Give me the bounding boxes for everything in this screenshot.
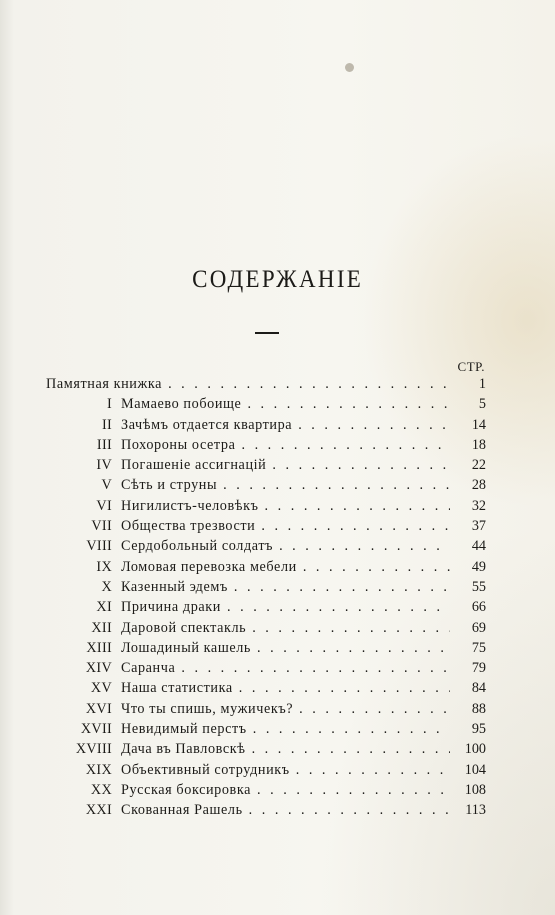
chapter-title: Невидимый перстъ: [121, 721, 247, 738]
chapter-numeral: II: [101, 416, 112, 433]
chapter-title: Похороны осетра: [121, 436, 236, 453]
dot-leader: [257, 782, 450, 799]
toc-entry: [46, 559, 486, 579]
chapter-numeral: VI: [96, 497, 112, 514]
toc-entry: [46, 701, 486, 721]
dot-leader: [257, 640, 450, 657]
page-number: 55: [471, 578, 486, 595]
page-number: 1: [478, 376, 486, 392]
page-number: 104: [464, 761, 486, 778]
page-number: 18: [471, 436, 486, 453]
dot-leader: [272, 457, 450, 474]
toc-entry: [46, 376, 486, 396]
chapter-numeral: XX: [90, 781, 112, 798]
chapter-title: Погашеніе ассигнацій: [121, 457, 267, 474]
chapter-title: Даровой спектакль: [121, 619, 247, 636]
chapter-title: Дача въ Павловскѣ: [121, 741, 246, 758]
chapter-numeral: XVII: [80, 721, 112, 738]
chapter-title: Сѣть и струны: [121, 477, 218, 494]
dot-leader: [261, 518, 450, 535]
page-column-label: СТР.: [457, 359, 485, 374]
dot-leader: [253, 721, 450, 738]
dot-leader: [181, 660, 450, 677]
dot-leader: [247, 396, 450, 413]
page-number: 100: [464, 741, 486, 758]
chapter-numeral: XII: [91, 619, 112, 636]
page-number: 32: [471, 497, 486, 514]
chapter-numeral: III: [96, 436, 112, 453]
toc-entry: [46, 620, 486, 640]
chapter-title: Ломовая перевозка мебели: [121, 558, 297, 575]
dot-leader: [234, 579, 450, 596]
chapter-title: Что ты спишь, мужичекъ?: [121, 700, 294, 717]
dot-leader: [298, 417, 450, 434]
page-number: 5: [478, 396, 486, 413]
chapter-title: Лошадиный кашель: [121, 639, 252, 656]
chapter-numeral: XVIII: [75, 741, 112, 758]
page-number: 95: [471, 721, 486, 738]
page-number: 75: [471, 639, 486, 656]
title-rule: [255, 332, 279, 334]
chapter-numeral: XIX: [85, 761, 112, 778]
toc-entry: [46, 640, 486, 660]
dot-leader: [265, 498, 450, 515]
toc-entry: [46, 579, 486, 599]
chapter-title: Скованная Рашель: [121, 802, 243, 819]
chapter-numeral: XVI: [85, 700, 112, 717]
page-number: 22: [471, 457, 486, 474]
page-number: 69: [471, 619, 486, 636]
dot-leader: [241, 437, 450, 454]
chapter-numeral: V: [101, 477, 112, 494]
chapter-title: Памятная книжка: [46, 376, 163, 392]
chapter-title: Общества трезвости: [121, 518, 256, 535]
page-number: 44: [471, 538, 486, 555]
toc-entry: [46, 680, 486, 700]
dot-leader: [227, 599, 450, 616]
toc-entry: [46, 437, 486, 457]
toc-entry: [46, 457, 486, 477]
toc-entry: [46, 599, 486, 619]
chapter-numeral: X: [101, 578, 112, 595]
page-number: 108: [464, 781, 486, 798]
chapter-numeral: I: [106, 396, 112, 413]
chapter-numeral: XV: [90, 680, 112, 697]
dot-leader: [168, 376, 450, 393]
toc-entry: [46, 518, 486, 538]
toc-entry: [46, 721, 486, 741]
chapter-title: Зачѣмъ отдается квартира: [121, 416, 293, 433]
chapter-title: Объективный сотрудникъ: [121, 761, 290, 778]
page-number: 113: [465, 802, 486, 819]
page-title: СОДЕРЖАНІЕ: [192, 266, 364, 293]
toc-entry: [46, 477, 486, 497]
chapter-numeral: XIII: [86, 639, 112, 656]
page-number: 28: [471, 477, 486, 494]
toc-entry: [46, 802, 486, 822]
chapter-numeral: VII: [91, 518, 112, 535]
toc-entry: [46, 538, 486, 558]
chapter-title: Казенный эдемъ: [121, 578, 228, 595]
toc-entry: [46, 498, 486, 518]
page-number: 88: [471, 700, 486, 717]
chapter-title: Наша статистика: [121, 680, 233, 697]
dot-leader: [252, 620, 450, 637]
chapter-title: Русская боксировка: [121, 781, 252, 798]
dot-leader: [303, 559, 450, 576]
dot-leader: [252, 741, 450, 758]
table-of-contents: [46, 376, 486, 823]
toc-entry: [46, 741, 486, 761]
chapter-title: Нигилистъ-человѣкъ: [121, 497, 259, 514]
chapter-numeral: VIII: [86, 538, 112, 555]
chapter-title: Причина драки: [121, 599, 221, 616]
toc-entry: [46, 660, 486, 680]
chapter-numeral: XI: [96, 599, 112, 616]
chapter-numeral: IV: [96, 457, 112, 474]
chapter-title: Сердобольный солдатъ: [121, 538, 274, 555]
toc-entry: [46, 782, 486, 802]
dot-leader: [223, 477, 450, 494]
chapter-title: Мамаево побоище: [121, 396, 242, 413]
dot-leader: [239, 680, 450, 697]
dot-leader: [299, 701, 450, 718]
chapter-numeral: XIV: [85, 660, 112, 677]
paper-speck: [345, 63, 354, 72]
chapter-numeral: IX: [96, 558, 112, 575]
chapter-title: Саранча: [121, 660, 176, 677]
dot-leader: [279, 538, 450, 555]
page-number: 84: [471, 680, 486, 697]
page-number: 49: [471, 558, 486, 575]
chapter-numeral: XXI: [85, 802, 112, 819]
dot-leader: [296, 762, 450, 779]
toc-entry: [46, 762, 486, 782]
page-number: 14: [471, 416, 486, 433]
toc-entry: [46, 417, 486, 437]
toc-entry: [46, 396, 486, 416]
dot-leader: [249, 802, 450, 819]
page-number: 79: [471, 660, 486, 677]
page-number: 66: [471, 599, 486, 616]
page-number: 37: [471, 518, 486, 535]
